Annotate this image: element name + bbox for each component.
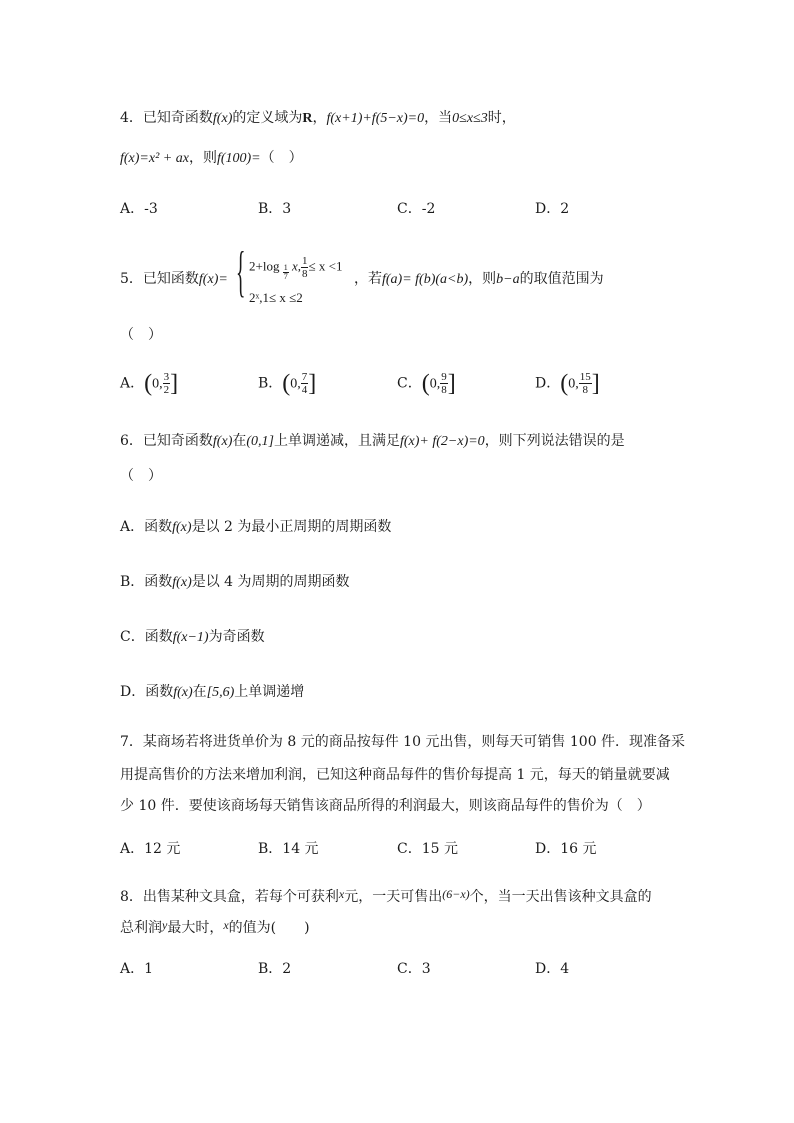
q6-interval: (0,1] <box>246 434 274 449</box>
q8-line2 <box>120 915 310 938</box>
q5-den: 2 <box>163 384 170 396</box>
q8-line1 <box>120 884 652 907</box>
q4-fx: f(x) <box>212 111 233 126</box>
q7-line2: 用提高售价的方法来增加利润，已知这种商品每件的售价每提高 1 元，每天的销量就要减 <box>120 767 670 783</box>
q8-y: y <box>162 918 168 932</box>
q5-zero: 0, <box>429 376 441 392</box>
q4-target: f(100)= <box>216 151 261 166</box>
q6-text: 上单调递减，且满足 <box>273 433 400 449</box>
q5-num: 15 <box>579 371 591 383</box>
q5-open-paren: ( <box>421 370 430 397</box>
q6-option-fx: f(x−1) <box>172 630 209 645</box>
q6-text: 在 <box>232 433 247 449</box>
q5-num: 7 <box>301 371 308 383</box>
q5-den: 4 <box>301 384 308 396</box>
q4-paren: （ ） <box>260 150 303 166</box>
q4-condition: 0≤x≤3 <box>452 111 488 126</box>
q7-line3: 少 10 件．要使该商场每天销售该商品所得的利润最大，则该商品每件的售价为（ ） <box>120 798 651 814</box>
q4-option-b: B．3 <box>258 201 292 217</box>
q6-option-fx: f(x) <box>173 685 193 700</box>
q4-text: ，当 <box>424 110 453 126</box>
q5-option-label: D． <box>535 375 561 392</box>
q6-option-text: 是以 2 为最小正周期的周期函数 <box>191 519 392 535</box>
q5-open-paren: ( <box>144 370 153 397</box>
q6-fx: f(x) <box>212 434 233 449</box>
q5-zero: 0, <box>568 376 579 392</box>
q5-piece1-cond: ≤ x <1 <box>308 258 343 274</box>
q5-close-bracket: ] <box>170 370 179 397</box>
q5-option-b <box>258 371 316 396</box>
q8-option-b: B．2 <box>258 961 292 977</box>
q4-text: ，则 <box>188 150 217 166</box>
q7-option-b: B．14 元 <box>258 841 319 857</box>
q8-option-a: A．1 <box>120 961 154 977</box>
q4-option-c: C．-2 <box>397 201 436 217</box>
q8-text: 总利润 <box>120 920 162 936</box>
q5-frac-num: 1 <box>301 255 308 267</box>
q5-text: ，若 <box>354 271 382 287</box>
q5-option-frac <box>440 371 448 396</box>
q6-option-text: B．函数 <box>120 574 173 590</box>
q6-equation: f(x)+ f(2−x)=0 <box>399 434 485 449</box>
q5-option-label: B． <box>258 375 283 392</box>
q7-option-a: A．12 元 <box>120 841 181 857</box>
q6-option-interval: [5,6) <box>206 685 235 700</box>
q4-text: 时， <box>487 110 516 126</box>
q5-lead <box>120 269 228 290</box>
q8-text: 元，一天可售出 <box>344 889 443 905</box>
q6-option-c <box>120 627 265 648</box>
q4-option-d: D．2 <box>535 201 570 217</box>
q6-option-text: 为奇函数 <box>208 629 265 645</box>
q6-option-text: 上单调递增 <box>234 684 305 700</box>
q5-option-label: C． <box>397 375 422 392</box>
q5-close-bracket: ] <box>591 370 600 397</box>
q5-log-base-num: 1 <box>283 263 288 272</box>
q5-close-bracket: ] <box>308 370 317 397</box>
q8-expr: (6−x) <box>442 887 470 901</box>
q4-text: 的定义域为 <box>232 110 303 126</box>
q5-open-paren: ( <box>560 370 569 397</box>
q5-zero: 0, <box>152 376 163 392</box>
q5-equation: f(a)= f(b)(a<b) <box>382 272 469 287</box>
q5-piece2: 2ˣ,1≤ x ≤2 <box>249 290 303 305</box>
q6-option-b <box>120 572 350 593</box>
q7-line1: 7．某商场若将进货单价为 8 元的商品按每件 10 元出售，则每天可销售 100 件．现准备采 <box>120 734 686 750</box>
q4-equation: f(x+1)+f(5−x)=0 <box>326 111 425 126</box>
q6-option-text: C．函数 <box>120 629 173 645</box>
q4-line1 <box>120 108 516 129</box>
q5-den: 8 <box>441 384 447 396</box>
q8-text: 8．出售某种文具盒，若每个可获利 <box>120 889 339 905</box>
q5-option-c <box>397 371 456 396</box>
q5-den: 8 <box>582 384 588 396</box>
q5-zero: 0, <box>290 376 301 392</box>
q6-text: ，则下列说法错误的是 <box>484 433 625 449</box>
q5-frac-den: 8 <box>301 268 308 280</box>
q4-function: f(x)=x² + ax <box>120 151 189 166</box>
q5-expr: b−a <box>496 272 520 287</box>
q6-option-a <box>120 517 391 538</box>
q4-R: R <box>302 111 313 126</box>
q4-option-a: A．-3 <box>120 201 158 217</box>
q8-text: 个，当一天出售该种文具盒的 <box>469 889 652 905</box>
q8-x: x <box>223 918 229 932</box>
q5-option-label: A． <box>120 375 145 392</box>
q5-close-bracket: ] <box>447 370 456 397</box>
q6-option-fx: f(x) <box>172 575 192 590</box>
q5-brace: { <box>236 241 246 303</box>
q5-piece1-text: 2+log <box>249 258 280 274</box>
q5-num: 3 <box>163 371 170 383</box>
q4-text: 4．已知奇函数 <box>120 110 213 126</box>
q5-log-base <box>283 264 289 281</box>
q5-fx: f(x)= <box>198 272 228 287</box>
q4-line2 <box>120 148 303 169</box>
q5-piece1-x: x, <box>291 258 301 274</box>
q5-option-d <box>535 371 600 396</box>
q7-option-c: C．15 元 <box>397 841 458 857</box>
q5-option-frac <box>579 371 592 396</box>
q6-text: 6．已知奇函数 <box>120 433 213 449</box>
q6-option-text: 是以 4 为周期的周期函数 <box>191 574 350 590</box>
q6-option-text: D．函数 <box>120 684 174 700</box>
q8-text: 的值为( ) <box>228 920 310 936</box>
q8-option-d: D．4 <box>535 961 570 977</box>
q5-text: ，则 <box>468 271 497 287</box>
q6-option-text: 在 <box>192 684 207 700</box>
q5-option-a <box>120 371 178 396</box>
q6-paren: （ ） <box>120 468 162 484</box>
q5-text: 的取值范围为 <box>519 271 604 287</box>
q5-log-base-den: 7 <box>283 272 288 281</box>
q5-tail <box>354 269 604 290</box>
q6-option-text: A．函数 <box>120 519 173 535</box>
q6-option-fx: f(x) <box>172 520 192 535</box>
q5-piece1 <box>249 254 342 281</box>
q7-option-d: D．16 元 <box>535 841 597 857</box>
q5-num: 9 <box>441 371 447 383</box>
q5-option-frac <box>163 371 171 396</box>
q4-text: ， <box>312 110 327 126</box>
q5-paren: （ ） <box>120 327 162 343</box>
q8-x: x <box>338 887 345 901</box>
q8-option-c: C．3 <box>397 961 431 977</box>
q5-open-paren: ( <box>282 370 291 397</box>
q6-option-d <box>120 682 304 703</box>
q5-text: 5．已知函数 <box>120 271 199 287</box>
q6-line1 <box>120 431 625 452</box>
q8-text: 最大时， <box>167 920 224 936</box>
